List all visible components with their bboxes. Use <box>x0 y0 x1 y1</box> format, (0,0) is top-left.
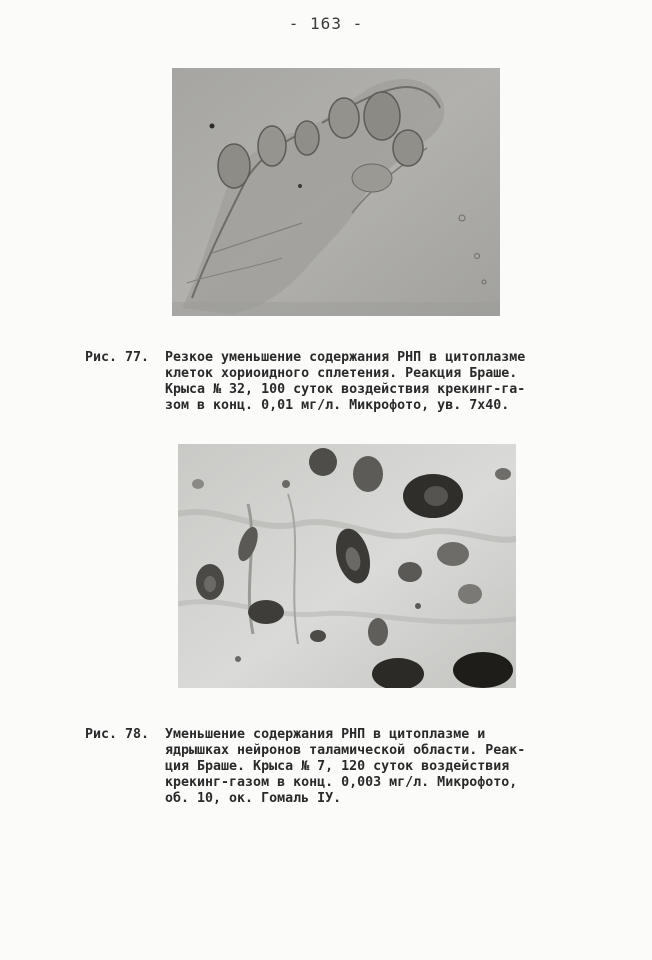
figure-78-micrograph <box>178 444 516 688</box>
figure-77-label: Рис. 77. <box>85 350 150 365</box>
figure-77-caption <box>85 350 555 414</box>
figure-78-label: Рис. 78. <box>85 727 150 742</box>
figure-78-caption <box>85 727 555 807</box>
figure-78-caption-text: Уменьшение содержания РНП в цитоплазме и ядрышках нейронов таламической области. Реак- ция Браше. Крыса № 7, 120 суток воздействия крекинг-газом в конц. 0,003 мг/л. Микрофото, об. 10, ок. Гомаль IУ. <box>165 727 526 806</box>
figure-77-micrograph <box>172 68 500 316</box>
page-number: - 163 - <box>288 14 364 33</box>
figure-77-caption-text: Резкое уменьшение содержания РНП в цитоплазме клеток хориоидного сплетения. Реакция Браше. Крыса № 32, 100 суток воздействия крекинг-га- зом в конц. 0,01 мг/л. Микрофото, ув. 7х40. <box>165 350 526 413</box>
